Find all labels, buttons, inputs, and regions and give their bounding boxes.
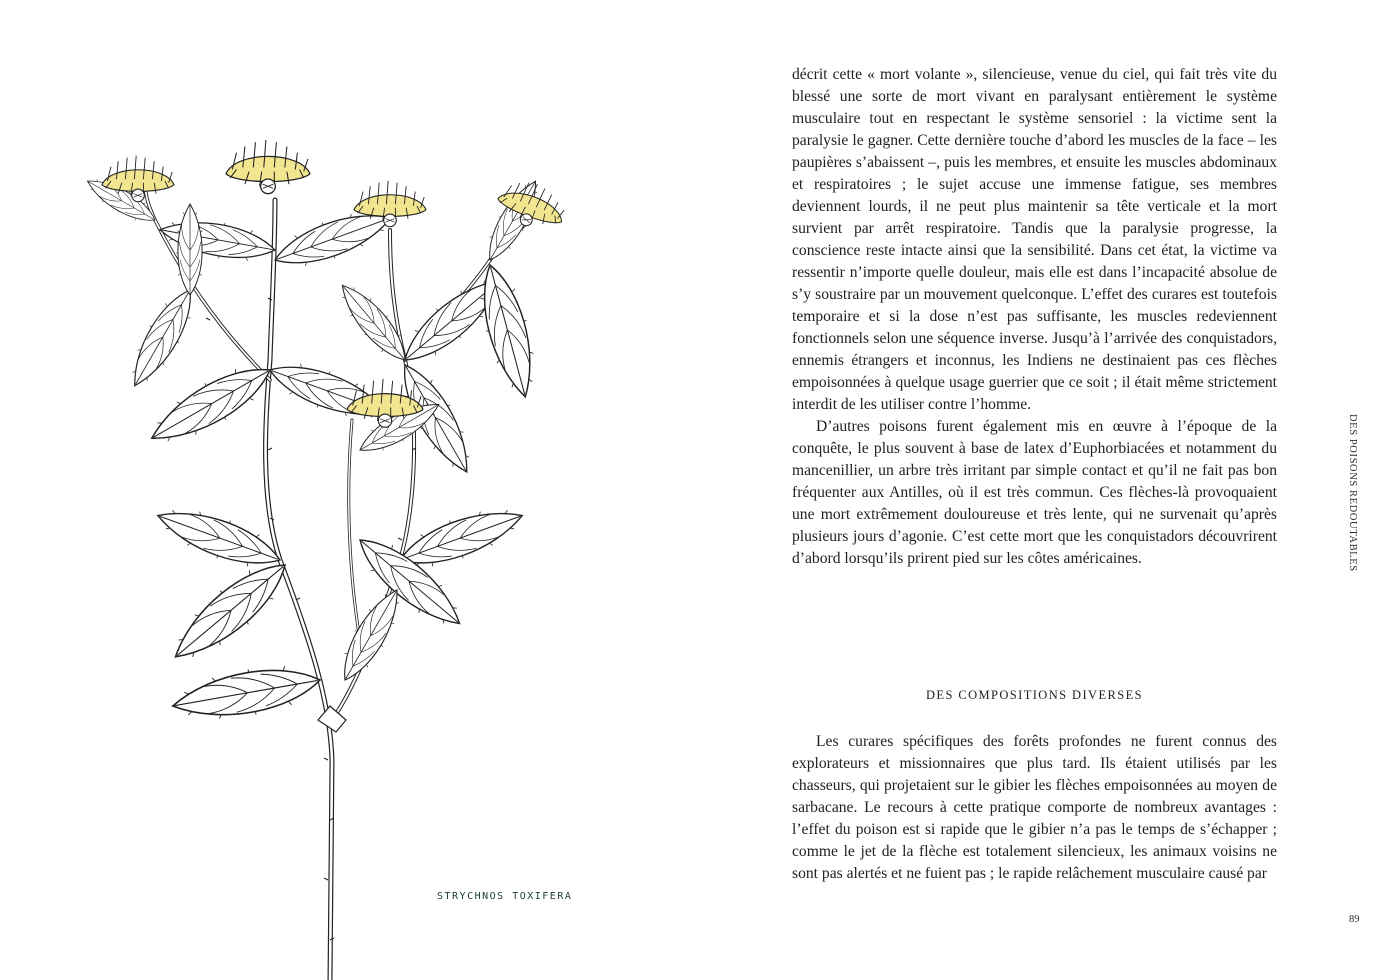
page-number: 89 <box>1349 914 1360 925</box>
section-heading: DES COMPOSITIONS DIVERSES <box>926 688 1143 702</box>
leaves <box>81 171 547 729</box>
body-text-block-2 <box>792 731 1277 885</box>
illustration-caption: STRYCHNOS TOXIFERA <box>437 891 573 902</box>
running-head: DES POISONS REDOUTABLES <box>1347 414 1358 572</box>
strychnos-botanical-illustration <box>60 120 620 980</box>
body-text-block-1 <box>792 64 1277 570</box>
paragraph: Les curares spécifiques des forêts profondes ne furent connus des explorateurs et missionnaires que plus tard. Ils étaient utilisés par les chasseurs, qui projetaient sur le gibier les flèches empoisonnées au moyen de sarbacane. Le recours à cette pratique comporte de nombreux avantages : l’effet du poison est si rapide que le gibier n’a pas le temps de s’échapper ; comme le jet de la flèche est totalement silencieux, les animaux voisins ne sont pas alertés et ne fuient pas ; le rapide relâchement musculaire causé par <box>792 733 1277 882</box>
paragraph: décrit cette « mort volante », silencieuse, venue du ciel, qui fait très vite du blessé une sorte de mort vivant en paralysant entièrement le système musculaire tout en respectant le système sensoriel : la victime sent la paralysie le gagner. Cette dernière touche d’abord les muscles de la face – les paupières s’abaissent –, puis les membres, et ensuite les muscles abdominaux et respiratoires ; le sujet accuse une immense fatigue, ses membres deviennent lourds, il ne peut plus maintenir sa tête verticale et la mort survient par arrêt respiratoire. Tandis que la paralysie progresse, la conscience reste intacte ainsi que la sensibilité. Dans cet état, la victime va ressentir n’importe quelle douleur, mais elle est dans l’incapacité absolue de s’y soustraire par un mouvement quelconque. L’effet des curares est toutefois temporaire et si la dose n’est pas suffisante, les muscles redeviennent fonctionnels selon une séquence inverse. Jusqu’à l’arrivée des conquistadors, ennemis étrangers et inconnus, les Indiens ne destinaient pas ces flèches empoisonnées à quelque usage guerrier que ce soit ; il était même strictement interdit de les utiliser contre l’homme. <box>792 66 1277 413</box>
paragraph: D’autres poisons furent également mis en œuvre à l’époque de la conquête, le plus souvent à base de latex d’Euphorbiacées et notamment du mancenillier, un arbre très irritant par simple contact et qu’il ne fait pas bon fréquenter aux Antilles, où il est très commun. Ces flèches-là provoquaient une mort extrêmement douloureuse et très lente, qui ne survenait qu’après plusieurs jours d’agonie. C’est cette mort que les conquistadors découvrirent d’abord lorsqu’ils prirent pied sur les côtes américaines. <box>792 418 1277 567</box>
right-page <box>700 0 1400 980</box>
